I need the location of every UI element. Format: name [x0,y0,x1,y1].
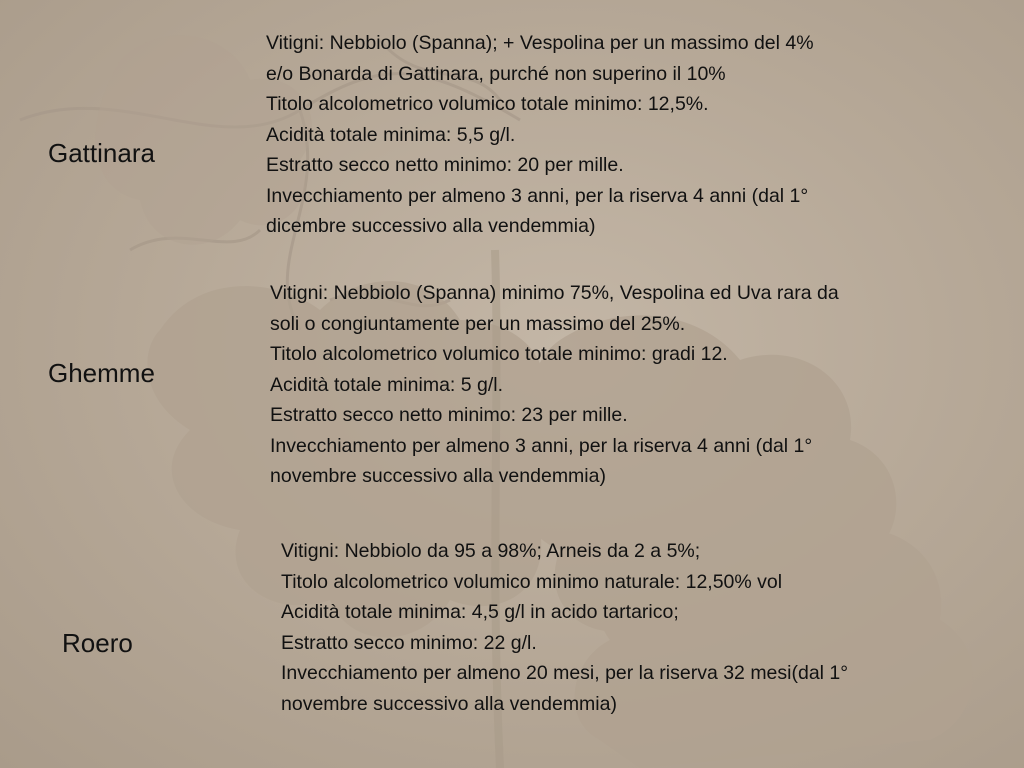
section-title-ghemme: Ghemme [48,358,155,388]
detail-line: novembre successivo alla vendemmia) [270,465,606,487]
detail-line: dicembre successivo alla vendemmia) [266,215,596,237]
detail-line: soli o congiuntamente per un massimo del 25%. [270,312,686,335]
detail-line: Estratto secco minimo: 22 g/l. [281,631,537,654]
detail-line: novembre successivo alla vendemmia) [281,692,617,715]
detail-line: Vitigni: Nebbiolo (Spanna); + Vespolina per un massimo del 4% [266,32,814,54]
detail-line: Estratto secco netto minimo: 23 per mille. [270,404,628,426]
section-title-roero: Roero [62,628,133,658]
detail-line: Acidità totale minima: 5 g/l. [270,373,504,396]
detail-line: Acidità totale minima: 5,5 g/l. [266,123,516,146]
detail-line: Invecchiamento per almeno 20 mesi, per la riserva 32 mesi(dal 1° [281,662,849,684]
section-details-gattinara [266,28,814,242]
section-details-ghemme [270,278,839,492]
section-details-roero [281,536,848,719]
detail-line: Acidità totale minima: 4,5 g/l in acido tartarico; [281,601,679,623]
detail-line: e/o Bonarda di Gattinara, purché non superino il 10% [266,62,726,85]
detail-line: Estratto secco netto minimo: 20 per mille. [266,154,624,176]
detail-line: Vitigni: Nebbiolo (Spanna) minimo 75%, Vespolina ed Uva rara da [270,282,839,304]
detail-line: Invecchiamento per almeno 3 anni, per la riserva 4 anni (dal 1° [270,434,813,457]
detail-line: Invecchiamento per almeno 3 anni, per la riserva 4 anni (dal 1° [266,184,809,207]
detail-line: Titolo alcolometrico volumico totale minimo: gradi 12. [270,343,728,365]
detail-line: Titolo alcolometrico volumico totale minimo: 12,5%. [266,93,709,115]
detail-line: Vitigni: Nebbiolo da 95 a 98%; Arneis da 2 a 5%; [281,540,701,562]
section-title-gattinara: Gattinara [48,138,155,168]
detail-line: Titolo alcolometrico volumico minimo naturale: 12,50% vol [281,570,783,593]
